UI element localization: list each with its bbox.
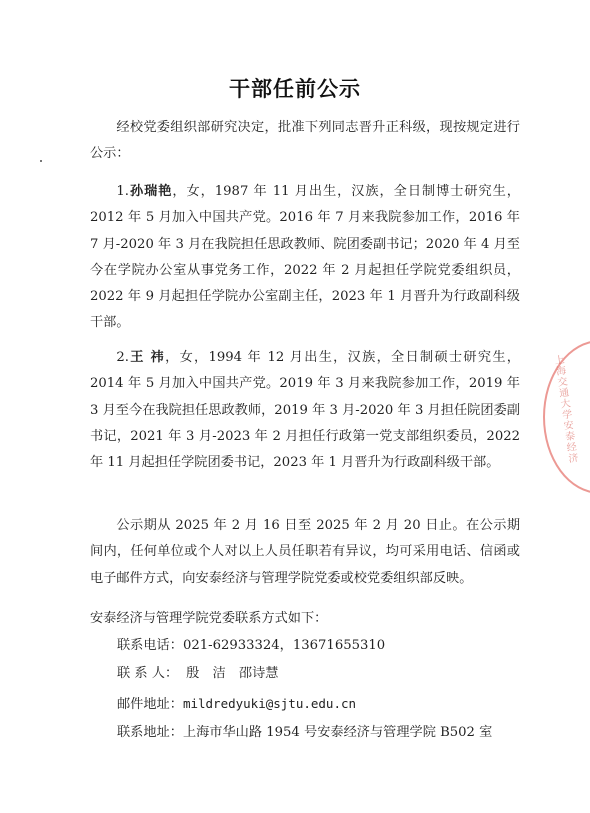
official-seal-text: 上海交通大学安泰经济 bbox=[551, 354, 578, 465]
candidate-2 bbox=[90, 345, 520, 476]
address-value: 上海市华山路 1954 号安泰经济与管理学院 B502 室 bbox=[182, 725, 493, 740]
email-label: 邮件地址： bbox=[117, 697, 183, 712]
phone-value: 021-62933324，13671655310 bbox=[182, 638, 386, 653]
address-label: 联系地址： bbox=[117, 725, 183, 740]
notice-paragraph bbox=[90, 513, 520, 592]
contact-email-row bbox=[117, 691, 356, 718]
scan-speck bbox=[40, 160, 42, 162]
email-value[interactable]: mildredyuki@sjtu.edu.cn bbox=[182, 696, 357, 711]
contact-address-row bbox=[117, 720, 492, 746]
candidate-2-number: 2. bbox=[116, 350, 129, 365]
page-title: 干部任前公示 bbox=[229, 76, 361, 101]
candidate-1-name: 孙瑞艳 bbox=[128, 184, 173, 199]
intro-paragraph bbox=[90, 115, 520, 168]
candidate-2-text: ，女，1994 年 12 月出生，汉族，全日制硕士研究生，2014 年 5 月加入中国共产党。2019 年 3 月来我院参加工作，2019 年 3 月至今在我院担任思政教师，2019 年 3 月-2020 年 3 月担任院团委副书记，2021 年 3 月-2023 年 2 月担任行政第一党支部组织委员，2022 年 11 月起担任学院团委书记，2023 年 1 月晋升为行政副科级干部。 bbox=[90, 350, 520, 471]
contact-phone-row bbox=[117, 633, 385, 659]
person-value: 殷 洁 邵诗慧 bbox=[186, 666, 279, 681]
intro-text: 经校党委组织部研究决定，批准下列同志晋升正科级，现按规定进行公示： bbox=[90, 120, 520, 162]
candidate-2-paragraph bbox=[90, 345, 520, 476]
phone-label: 联系电话： bbox=[117, 638, 183, 653]
candidate-1-paragraph bbox=[90, 179, 520, 337]
candidate-1 bbox=[90, 179, 520, 337]
candidate-2-name: 王 祎 bbox=[128, 350, 166, 365]
notice-text: 公示期从 2025 年 2 月 16 日至 2025 年 2 月 20 日止。在公示期间内，任何单位或个人对以上人员任职若有异议，均可采用电话、信函或电子邮件方式，向安泰经济与管理学院党委或校党委组织部反映。 bbox=[90, 518, 520, 586]
candidate-1-number: 1. bbox=[116, 184, 129, 199]
person-label: 联 系 人： bbox=[117, 666, 179, 681]
contact-heading: 安泰经济与管理学院党委联系方式如下： bbox=[90, 611, 328, 626]
candidate-1-text: ，女，1987 年 11 月出生，汉族，全日制博士研究生，2012 年 5 月加入中国共产党。2016 年 7 月来我院参加工作，2016 年 7 月-2020 年 3 月在我院担任思政教师、院团委副书记；2020 年 4 月至今在学院办公室从事党务工作，2022 年 2 月起担任学院党委组织员，2022 年 9 月起担任学院办公室副主任，2023 年 1 月晋升为行政副科级干部。 bbox=[90, 184, 520, 331]
contact-person-row bbox=[117, 661, 278, 687]
